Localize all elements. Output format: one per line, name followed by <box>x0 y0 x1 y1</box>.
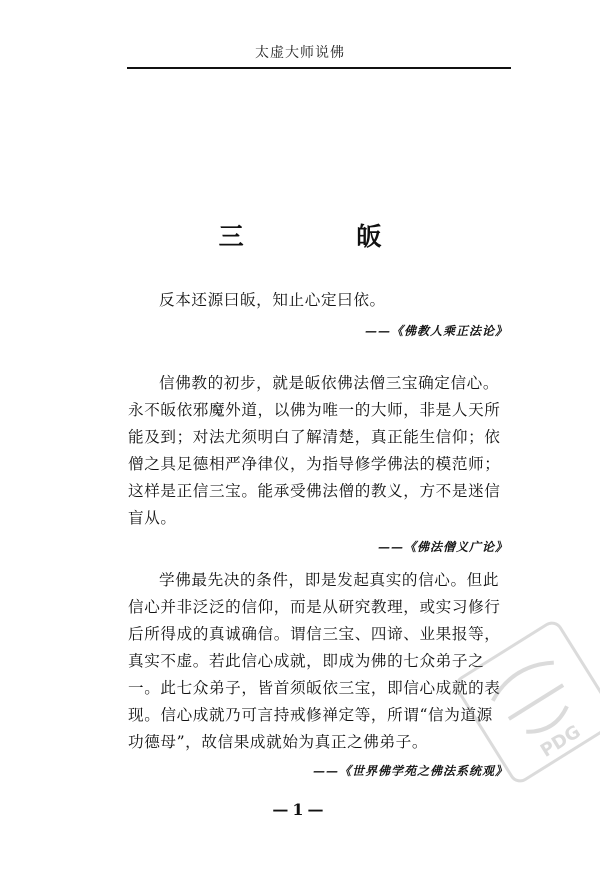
quote-source-2: ——《佛法僧义广论》 <box>377 540 508 554</box>
quote-text-2: 信佛教的初步，就是皈依佛法僧三宝确定信心。永不皈依邪魔外道，以佛为唯一的大师，非是人天所能及到；对法尤须明白了解清楚，真正能生信仰；依僧之具足德相严净律仪，为指导修学佛法的模范师；这样是正信三宝。能承受佛法僧的教义，方不是迷信盲从。 <box>128 374 501 527</box>
quote-block-2 <box>128 370 508 561</box>
running-head: 太虚大师说佛 <box>255 45 345 61</box>
page-number: —1— <box>272 800 328 819</box>
quote-block-1 <box>128 287 508 345</box>
watermark-label: PDG <box>536 721 585 762</box>
watermark-stamp <box>452 618 600 786</box>
quote-text-1: 反本还源曰皈，知止心定曰依。 <box>159 291 386 309</box>
quote-source-1: ——《佛教人乘正法论》 <box>364 324 508 338</box>
quote-source-3: ——《世界佛学苑之佛法系统观》 <box>312 764 508 778</box>
chapter-title: 三 皈 <box>218 222 434 251</box>
quote-block-3 <box>128 567 508 785</box>
stamp-border <box>453 619 600 784</box>
header-rule <box>127 67 511 69</box>
quote-text-3: 学佛最先决的条件，即是发起真实的信心。但此信心并非泛泛的信仰，而是从研究教理，或实习修行后所得成的真诚确信。谓信三宝、四谛、业果报等，真实不虚。若此信心成就，即成为佛的七众弟子之一。此七众弟子，皆首须皈依三宝，即信心成就的表现。信心成就乃可言持戒修禅定等，所谓“信为道源功德母”，故信果成就始为真正之佛弟子。 <box>128 571 501 751</box>
